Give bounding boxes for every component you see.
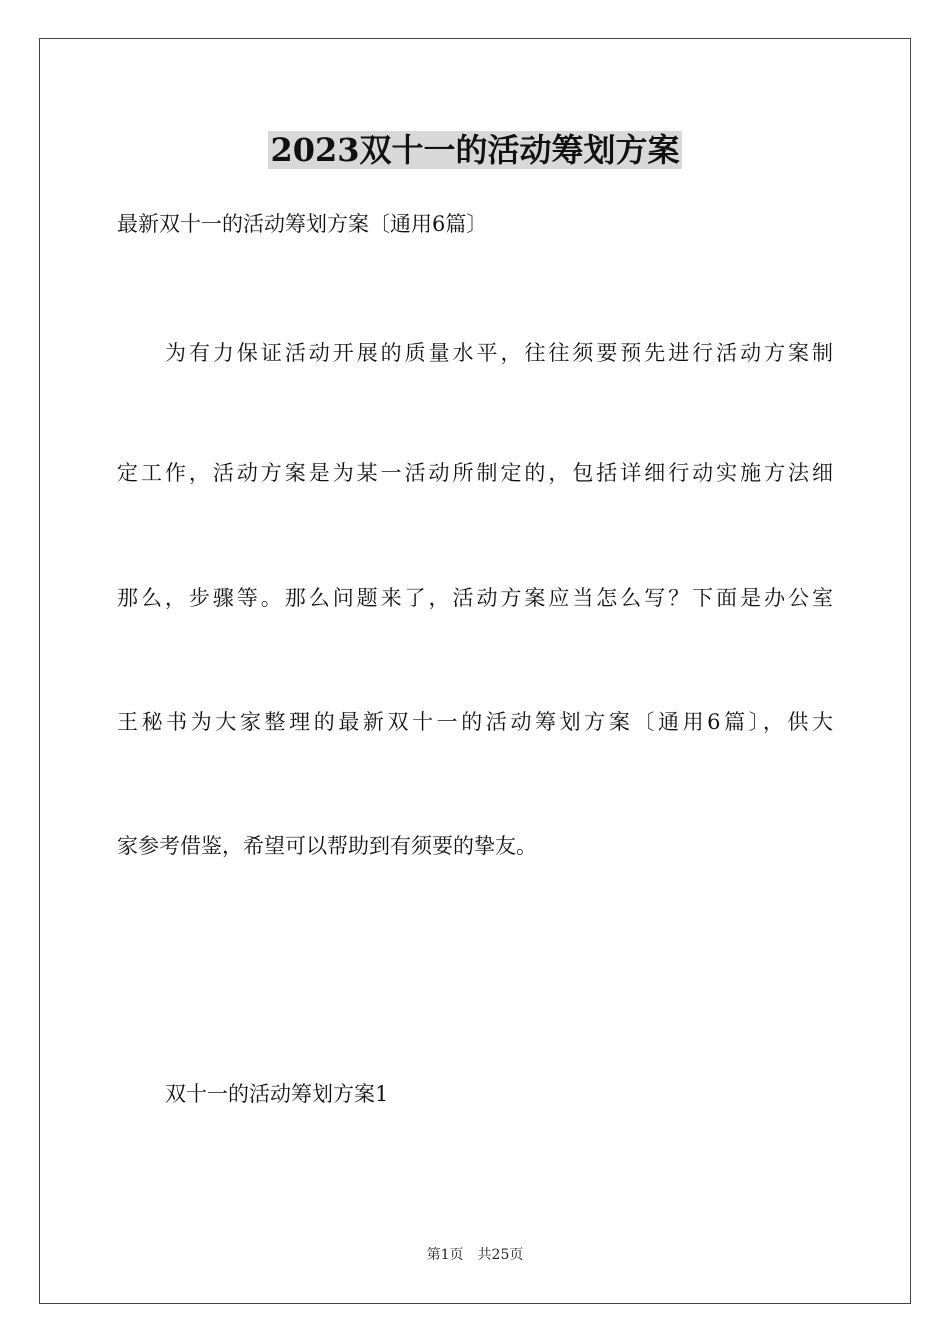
- page-number-total: 共25页: [477, 1247, 524, 1263]
- document-subtitle: 最新双十一的活动筹划方案〔通用6篇〕: [117, 212, 488, 236]
- intro-line-2: 定工作，活动方案是为某一活动所制定的，包括详细行动实施方法细: [117, 461, 833, 485]
- intro-line-1: 为有力保证活动开展的质量水平，往往须要预先进行活动方案制: [165, 341, 833, 365]
- intro-line-4: 王秘书为大家整理的最新双十一的活动筹划方案〔通用6篇〕，供大: [117, 710, 833, 734]
- document-title-text: 2023双十一的活动筹划方案: [270, 131, 680, 169]
- intro-line-5: 家参考借鉴，希望可以帮助到有须要的挚友。: [117, 834, 537, 858]
- page-footer: [0, 1245, 950, 1265]
- page-number-current: 第1页: [426, 1247, 464, 1263]
- intro-line-3: 那么，步骤等。那么问题来了，活动方案应当怎么写？下面是办公室: [117, 586, 833, 610]
- section-heading: 双十一的活动筹划方案1: [165, 1082, 389, 1106]
- document-title: [0, 128, 950, 172]
